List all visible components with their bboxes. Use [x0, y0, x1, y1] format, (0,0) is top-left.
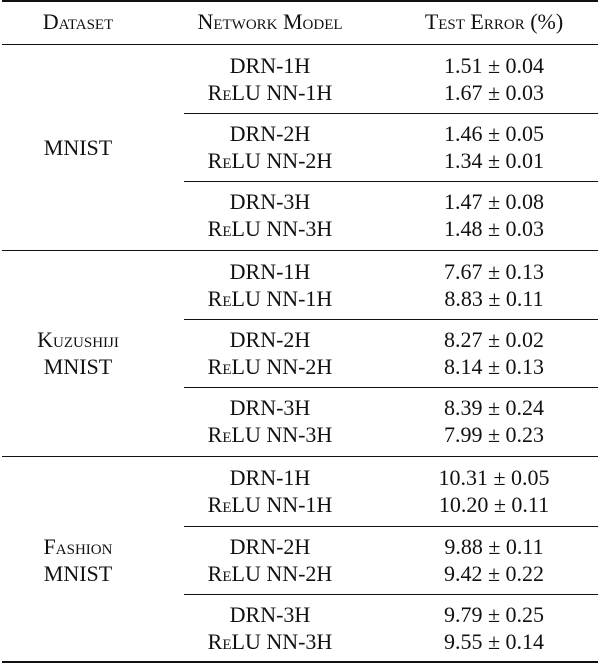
model-name: DRN-1H	[229, 53, 311, 78]
model-name: DRN-1H	[229, 465, 311, 490]
test-error: 8.27 ± 0.02	[443, 327, 545, 352]
test-error: 9.55 ± 0.14	[443, 629, 545, 654]
model-name: ReLU NN-3H	[207, 629, 333, 654]
model-name: DRN-3H	[229, 602, 311, 627]
header-rule	[2, 44, 598, 45]
model-name: ReLU NN-3H	[207, 216, 333, 241]
group-subrule	[184, 181, 598, 182]
dataset-label: Fashion	[43, 534, 113, 559]
group-subrule	[184, 526, 598, 527]
model-name: ReLU NN-2H	[207, 354, 333, 379]
dataset-label: MNIST	[43, 354, 113, 379]
header-dataset: Dataset	[42, 9, 114, 34]
group-subrule	[184, 113, 598, 114]
test-error: 1.51 ± 0.04	[443, 53, 545, 78]
test-error: 9.88 ± 0.11	[444, 534, 544, 559]
model-name: DRN-2H	[229, 121, 311, 146]
group-subrule	[184, 387, 598, 388]
results-table	[2, 0, 598, 666]
model-name: ReLU NN-2H	[207, 148, 333, 173]
model-name: ReLU NN-1H	[207, 286, 333, 311]
group-subrule	[184, 594, 598, 595]
group-subrule	[184, 319, 598, 320]
test-error: 10.31 ± 0.05	[438, 465, 550, 490]
dataset-label: MNIST	[43, 561, 113, 586]
model-name: DRN-3H	[229, 189, 311, 214]
test-error: 1.34 ± 0.01	[443, 148, 545, 173]
model-name: ReLU NN-2H	[207, 561, 333, 586]
model-name: ReLU NN-3H	[207, 422, 333, 447]
header-test-error: Test Error (%)	[424, 9, 564, 34]
model-name: DRN-3H	[229, 395, 311, 420]
section-rule	[2, 456, 598, 457]
test-error: 7.67 ± 0.13	[443, 259, 545, 284]
test-error: 7.99 ± 0.23	[443, 422, 545, 447]
dataset-label: Kuzushiji	[37, 327, 119, 352]
test-error: 9.79 ± 0.25	[443, 602, 545, 627]
test-error: 1.46 ± 0.05	[443, 121, 545, 146]
model-name: DRN-2H	[229, 327, 311, 352]
model-name: ReLU NN-1H	[207, 492, 333, 517]
header-network-model: Network Model	[197, 9, 343, 34]
model-name: ReLU NN-1H	[207, 80, 333, 105]
dataset-label: MNIST	[43, 135, 113, 160]
test-error: 8.83 ± 0.11	[444, 286, 544, 311]
test-error: 9.42 ± 0.22	[443, 561, 545, 586]
test-error: 1.67 ± 0.03	[443, 80, 545, 105]
model-name: DRN-2H	[229, 534, 311, 559]
test-error: 8.14 ± 0.13	[443, 354, 545, 379]
model-name: DRN-1H	[229, 259, 311, 284]
bottom-rule	[2, 661, 598, 663]
test-error: 8.39 ± 0.24	[443, 395, 545, 420]
test-error: 1.48 ± 0.03	[443, 216, 545, 241]
section-rule	[2, 250, 598, 251]
test-error: 10.20 ± 0.11	[438, 492, 550, 517]
top-rule	[2, 0, 598, 2]
test-error: 1.47 ± 0.08	[443, 189, 545, 214]
